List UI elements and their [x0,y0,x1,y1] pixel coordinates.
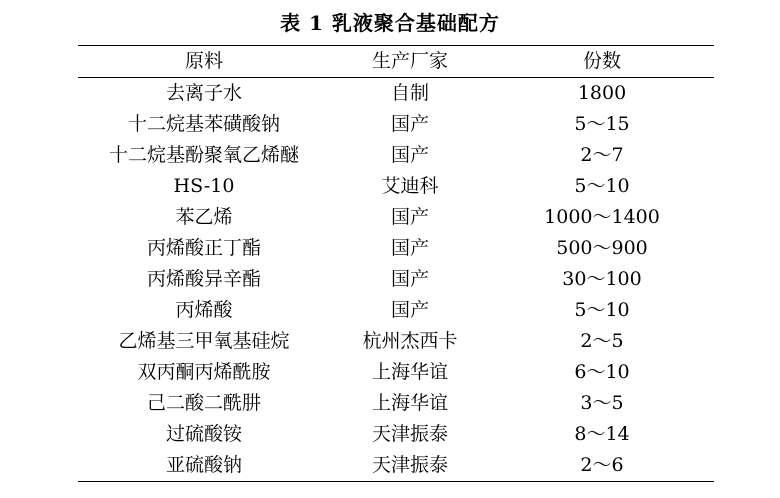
cell-parts: 8～14 [574,423,630,445]
cell-manufacturer: 国产 [390,268,429,290]
header-material: 原料 [184,50,223,72]
cell-parts: 2～7 [580,144,624,166]
cell-manufacturer: 国产 [390,299,429,321]
header-parts: 份数 [582,50,621,72]
cell-material: HS-10 [173,175,235,197]
cell-manufacturer: 国产 [390,113,429,135]
cell-material: 苯乙烯 [175,206,233,228]
cell-manufacturer: 上海华谊 [371,361,448,383]
table-row [78,78,714,110]
header-manufacturer: 生产厂家 [371,50,448,72]
cell-parts: 1800 [577,82,627,104]
cell-material: 乙烯基三甲氧基硅烷 [118,330,290,352]
cell-material: 十二烷基酚聚氧乙烯醚 [108,144,299,166]
table-body [78,78,714,482]
table-header [78,46,714,78]
cell-material: 去离子水 [165,82,242,104]
cell-manufacturer: 天津振泰 [371,454,448,476]
cell-manufacturer: 上海华谊 [371,392,448,414]
cell-parts: 5～10 [574,175,630,197]
table-row [78,202,714,233]
table-row [78,450,714,482]
cell-parts: 1000～1400 [544,206,660,228]
table-row [78,264,714,295]
cell-parts: 3～5 [580,392,624,414]
cell-manufacturer: 杭州杰西卡 [362,330,458,352]
table-row [78,295,714,326]
table-row [78,326,714,357]
table-row [78,233,714,264]
cell-manufacturer: 自制 [390,82,429,104]
cell-parts: 30～100 [562,268,642,290]
table-row [78,357,714,388]
table-row [78,171,714,202]
cell-manufacturer: 天津振泰 [371,423,448,445]
cell-parts: 5～15 [574,113,630,135]
table-row [78,419,714,450]
cell-material: 丙烯酸异辛酯 [146,268,261,290]
header-row [78,46,714,78]
cell-material: 己二酸二酰肼 [146,392,261,414]
table-title: 表 1 乳液聚合基础配方 [280,11,500,35]
cell-parts: 2～6 [580,454,624,476]
table-row [78,109,714,140]
cell-manufacturer: 国产 [390,144,429,166]
cell-manufacturer: 国产 [390,206,429,228]
cell-material: 亚硫酸钠 [165,454,242,476]
table-row [78,388,714,419]
cell-parts: 6～10 [574,361,630,383]
table-row [78,140,714,171]
formula-table [78,45,714,482]
cell-material: 双丙酮丙烯酰胺 [137,361,271,383]
cell-manufacturer: 艾迪科 [381,175,439,197]
cell-material: 过硫酸铵 [165,423,242,445]
cell-manufacturer: 国产 [390,237,429,259]
cell-material: 丙烯酸正丁酯 [146,237,261,259]
cell-parts: 5～10 [574,299,630,321]
cell-material: 丙烯酸 [175,299,233,321]
cell-parts: 2～5 [580,330,624,352]
cell-material: 十二烷基苯磺酸钠 [127,113,280,135]
cell-parts: 500～900 [556,237,648,259]
